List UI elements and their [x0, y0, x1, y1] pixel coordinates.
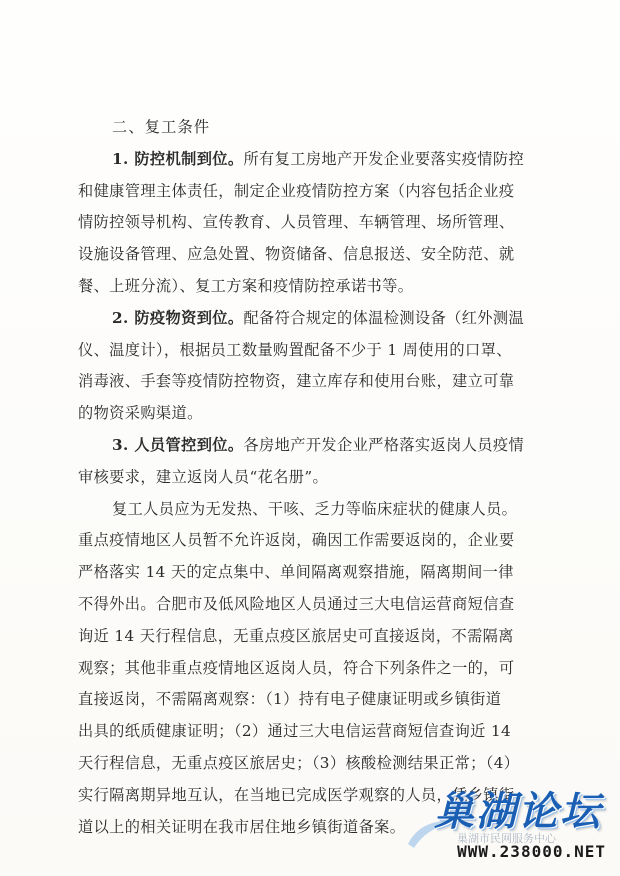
paragraph-2-line-1: 配备符合规定的体温检测设备（红外测温 — [243, 308, 525, 327]
paragraph-3-line-1: 各房地产开发企业严格落实返岗人员疫情 — [243, 435, 525, 454]
paragraph-4-line: 严格落实 14 天的定点集中、单间隔离观察措施，隔离期间一律 — [78, 563, 514, 582]
paragraph-1-lead: 1. 防控机制到位。 — [112, 149, 244, 168]
paragraph-1-line: 和健康管理主体责任，制定企业疫情防控方案（内容包括企业疫 — [78, 181, 515, 200]
paragraph-3-lead: 3. 人员管控到位。 — [112, 435, 244, 454]
watermark-subtitle: 巢湖市民网服务中心 — [457, 832, 556, 845]
paragraph-4-line: 出具的纸质健康证明；（2）通过三大电信运营商短信查询近 14 — [78, 722, 512, 741]
paragraph-2-line: 仪、温度计），根据员工数量购置配备不少于 1 周使用的口罩、 — [78, 340, 512, 359]
paragraph-1-line: 设施设备管理、应急处置、物资储备、信息报送、安全防范、就 — [78, 245, 515, 264]
paragraph-3-line: 审核要求，建立返岗人员“花名册”。 — [78, 467, 329, 486]
paragraph-2-first-line — [78, 303, 548, 335]
paragraph-4-line: 询近 14 天行程信息，无重点疫区旅居史可直接返岗，不需隔离 — [78, 626, 514, 645]
watermark-logo: 巢湖论坛 — [434, 789, 602, 835]
paragraph-4-line-1: 复工人员应为无发热、干咳、乏力等临床症状的健康人员。 — [112, 499, 518, 518]
watermark-url: WWW.238000.NET — [457, 842, 606, 861]
paragraph-1-line: 餐、上班分流）、复工方案和疫情防控承诺书等。 — [78, 276, 414, 295]
paragraph-4-line: 不得外出。合肥市及低风险地区人员通过三大电信运营商短信查 — [78, 594, 515, 613]
paragraph-4-line: 重点疫情地区人员暂不允许返岗，确因工作需要返岗的，企业要 — [78, 531, 515, 550]
paragraph-4-line: 实行隔离期异地互认，在当地已完成医学观察的人员，凭乡镇街 — [78, 785, 515, 804]
paragraph-4-line: 道以上的相关证明在我市居住地乡镇街道备案。 — [78, 817, 406, 836]
paragraph-2-line: 的物资采购渠道。 — [78, 404, 203, 423]
paragraph-4-line: 观察；其他非重点疫情地区返岗人员，符合下列条件之一的，可 — [78, 658, 515, 677]
paragraph-2-line: 消毒液、手套等疫情防控物资，建立库存和使用台账，建立可靠 — [78, 372, 515, 391]
paragraph-1-first-line — [78, 144, 548, 176]
paragraph-1-line-1: 所有复工房地产开发企业要落实疫情防控 — [243, 149, 525, 168]
section-title: 二、复工条件 — [112, 118, 211, 136]
watermark — [402, 780, 612, 870]
document-body — [78, 112, 548, 843]
paragraph-4-line: 天行程信息，无重点疫区旅居史；（3）核酸检测结果正常；（4） — [78, 753, 520, 772]
paragraph-2-lead: 2. 防疫物资到位。 — [112, 308, 244, 327]
paragraph-3-first-line — [78, 430, 548, 462]
paragraph-4-line: 直接返岗，不需隔离观察：（1）持有电子健康证明或乡镇街道 — [78, 690, 502, 709]
paragraph-1-line: 情防控领导机构、宣传教育、人员管理、车辆管理、场所管理、 — [78, 213, 515, 232]
